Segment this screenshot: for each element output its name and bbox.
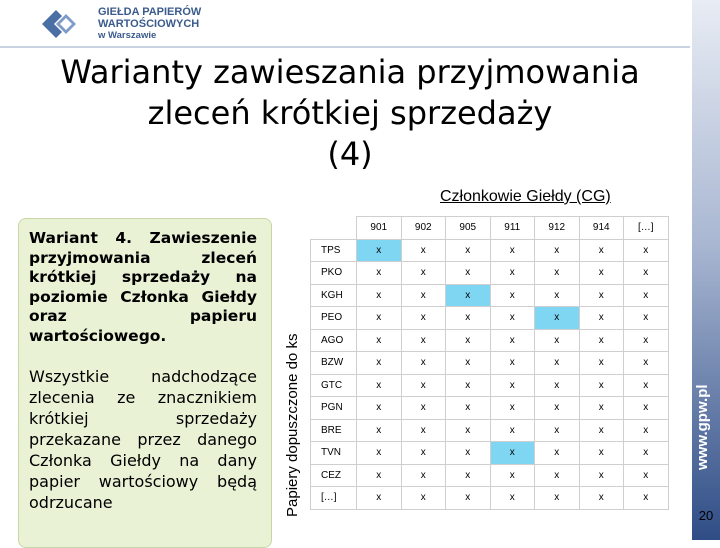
matrix-cell: x (357, 419, 402, 442)
matrix-cell: x (401, 262, 446, 285)
matrix-row (311, 352, 669, 375)
member-column-header: […] (624, 217, 669, 240)
matrix-cell: x (446, 487, 491, 510)
matrix-cell: x (490, 487, 535, 510)
matrix-cell: x (579, 262, 624, 285)
matrix-cell: x (490, 397, 535, 420)
matrix-cell: x (357, 464, 402, 487)
matrix-cell: x (535, 464, 580, 487)
members-label: Członkowie Giełdy (CG) (440, 188, 611, 205)
matrix-cell: x (357, 284, 402, 307)
matrix-cell: x (446, 397, 491, 420)
matrix-cell: x (624, 464, 669, 487)
matrix-cell: x (624, 374, 669, 397)
member-column-header: 912 (535, 217, 580, 240)
matrix-cell: x (535, 262, 580, 285)
security-row-label: BRE (311, 419, 357, 442)
logo-line-1: GIEŁDA PAPIERÓW (98, 6, 202, 18)
matrix-cell: x (490, 329, 535, 352)
matrix-cell: x (535, 397, 580, 420)
matrix-cell: x (490, 419, 535, 442)
matrix-cell: x (579, 307, 624, 330)
matrix-row (311, 329, 669, 352)
logo-line-3: w Warszawie (98, 30, 157, 41)
matrix-cell: x (490, 262, 535, 285)
matrix-cell: x (446, 329, 491, 352)
matrix-cell: x (401, 284, 446, 307)
matrix-cell: x (624, 419, 669, 442)
matrix-cell: x (357, 374, 402, 397)
matrix-row (311, 307, 669, 330)
securities-label: Papiery dopuszczone do ks (284, 333, 301, 517)
security-row-label: PGN (311, 397, 357, 420)
matrix-cell: x (535, 487, 580, 510)
matrix-cell: x (624, 284, 669, 307)
matrix-corner (311, 217, 357, 240)
security-row-label: […] (311, 487, 357, 510)
matrix-cell: x (357, 442, 402, 465)
matrix-cell: x (446, 284, 491, 307)
member-column-header: 914 (579, 217, 624, 240)
matrix-cell: x (357, 487, 402, 510)
member-column-header: 905 (446, 217, 491, 240)
matrix-cell: x (490, 442, 535, 465)
security-row-label: PKO (311, 262, 357, 285)
security-row-label: CEZ (311, 464, 357, 487)
matrix-cell: x (490, 307, 535, 330)
matrix-cell: x (446, 464, 491, 487)
page-number: 20 (698, 508, 714, 523)
variant-panel (18, 218, 272, 548)
matrix-cell: x (579, 329, 624, 352)
matrix-cell: x (624, 262, 669, 285)
matrix-cell: x (579, 352, 624, 375)
matrix-cell: x (535, 329, 580, 352)
variant-description: Wszystkie nadchodzące zlecenia ze znacznikiem krótkiej sprzedaży przekazane przez danego Członka Giełdy na dany papier wartościowy będą odrzucane (29, 367, 257, 512)
matrix-cell: x (357, 307, 402, 330)
matrix-cell: x (490, 352, 535, 375)
matrix-row (311, 487, 669, 510)
matrix-cell: x (579, 464, 624, 487)
matrix-cell: x (401, 307, 446, 330)
matrix-cell: x (535, 284, 580, 307)
member-column-header: 902 (401, 217, 446, 240)
matrix-cell: x (357, 239, 402, 262)
matrix-cell: x (357, 352, 402, 375)
matrix-row (311, 374, 669, 397)
matrix-cell: x (401, 464, 446, 487)
matrix-cell: x (446, 374, 491, 397)
matrix-cell: x (535, 374, 580, 397)
matrix-cell: x (446, 307, 491, 330)
matrix-cell: x (446, 442, 491, 465)
security-row-label: TVN (311, 442, 357, 465)
matrix-cell: x (357, 329, 402, 352)
matrix-row (311, 239, 669, 262)
matrix-cell: x (446, 419, 491, 442)
matrix-cell: x (401, 419, 446, 442)
matrix-cell: x (401, 374, 446, 397)
matrix-row (311, 419, 669, 442)
matrix-cell: x (401, 352, 446, 375)
matrix-cell: x (490, 464, 535, 487)
matrix-cell: x (535, 442, 580, 465)
short-sale-matrix (310, 216, 669, 510)
matrix-cell: x (624, 442, 669, 465)
matrix-row (311, 442, 669, 465)
matrix-row (311, 464, 669, 487)
matrix-cell: x (624, 397, 669, 420)
matrix-row (311, 397, 669, 420)
security-row-label: AGO (311, 329, 357, 352)
security-row-label: BZW (311, 352, 357, 375)
security-row-label: GTC (311, 374, 357, 397)
logo-line-2: WARTOŚCIOWYCH (98, 18, 200, 30)
matrix-cell: x (624, 487, 669, 510)
matrix-cell: x (624, 307, 669, 330)
matrix-cell: x (446, 262, 491, 285)
matrix-header-row (311, 217, 669, 240)
matrix-cell: x (579, 239, 624, 262)
title-line-2: zleceń krótkiej sprzedaży (147, 94, 553, 132)
matrix-cell: x (624, 239, 669, 262)
matrix-cell: x (579, 442, 624, 465)
matrix-cell: x (579, 487, 624, 510)
header-divider (0, 46, 690, 48)
matrix-cell: x (401, 239, 446, 262)
gpw-logo-icon (36, 4, 82, 44)
matrix-cell: x (579, 419, 624, 442)
matrix-cell: x (624, 329, 669, 352)
matrix-row (311, 262, 669, 285)
matrix-cell: x (535, 419, 580, 442)
member-column-header: 911 (490, 217, 535, 240)
page-title (10, 52, 690, 175)
matrix-cell: x (401, 329, 446, 352)
matrix-cell: x (579, 284, 624, 307)
gpw-logo (36, 4, 256, 46)
matrix-cell: x (579, 397, 624, 420)
matrix-cell: x (579, 374, 624, 397)
matrix-cell: x (535, 352, 580, 375)
title-line-1: Warianty zawieszania przyjmowania (60, 53, 640, 91)
matrix-cell: x (490, 239, 535, 262)
matrix-cell: x (357, 262, 402, 285)
matrix-cell: x (535, 239, 580, 262)
matrix-cell: x (446, 239, 491, 262)
side-url: www.gpw.pl (694, 384, 711, 470)
matrix-cell: x (357, 397, 402, 420)
security-row-label: TPS (311, 239, 357, 262)
title-line-3: (4) (327, 135, 373, 173)
matrix-cell: x (446, 352, 491, 375)
security-row-label: PEO (311, 307, 357, 330)
matrix-cell: x (401, 487, 446, 510)
matrix-cell: x (535, 307, 580, 330)
security-row-label: KGH (311, 284, 357, 307)
matrix-cell: x (624, 352, 669, 375)
matrix-cell: x (490, 374, 535, 397)
matrix-row (311, 284, 669, 307)
variant-heading: Wariant 4. Zawieszenie przyjmowania zleceń krótkiej sprzedaży na poziomie Członka Giełdy oraz papieru wartościowego. (29, 229, 257, 345)
logo-text (98, 6, 201, 42)
matrix-cell: x (401, 397, 446, 420)
matrix-cell: x (490, 284, 535, 307)
member-column-header: 901 (357, 217, 402, 240)
matrix-cell: x (401, 442, 446, 465)
